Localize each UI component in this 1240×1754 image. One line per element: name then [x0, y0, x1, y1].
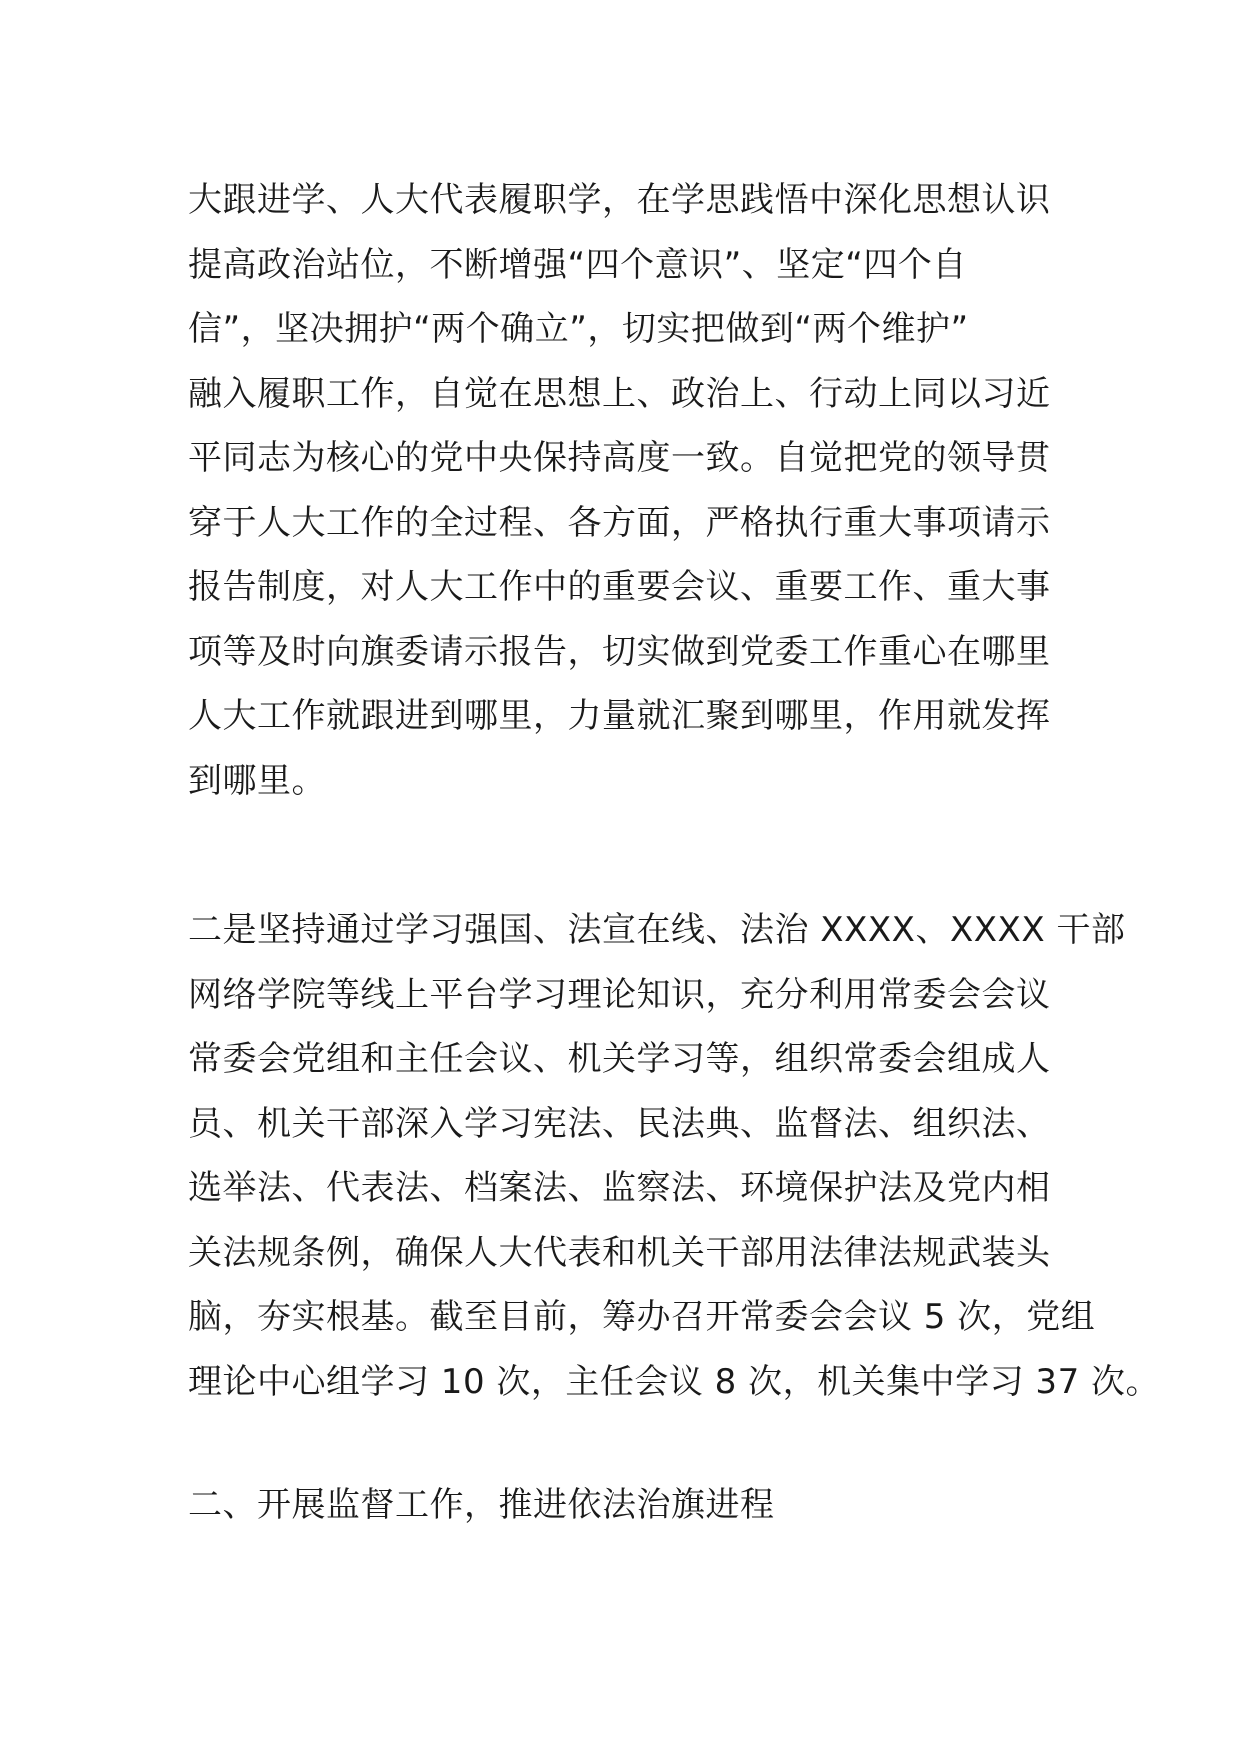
paragraph-line: 平同志为核心的党中央保持高度一致。自觉把党的领导贯 — [188, 438, 1051, 478]
paragraph-line: 脑，夯实根基。截至目前，筹办召开常委会会议 5 次，党组 — [188, 1297, 1096, 1337]
paragraph-line: 人大工作就跟进到哪里，力量就汇聚到哪里，作用就发挥 — [188, 696, 1051, 736]
paragraph-line: 选举法、代表法、档案法、监察法、环境保护法及党内相 — [188, 1168, 1051, 1208]
paragraph-line: 提高政治站位，不断增强“四个意识”、坚定“四个自 — [188, 244, 967, 285]
paragraph-line: 融入履职工作，自觉在思想上、政治上、行动上同以习近 — [188, 373, 1051, 414]
paragraph-line: 报告制度，对人大工作中的重要会议、重要工作、重大事 — [188, 567, 1051, 607]
paragraph-line: 信”，坚决拥护“两个确立”，切实把做到“两个维护” — [188, 309, 969, 349]
paragraph-line: 穿于人大工作的全过程、各方面，严格执行重大事项请示 — [188, 502, 1051, 543]
paragraph-2 — [188, 898, 1160, 1414]
paragraph-line: 大跟进学、人大代表履职学，在学思践悟中深化思想认识 — [188, 180, 1051, 220]
section-heading: 二、开展监督工作，推进依法治旗进程 — [188, 1485, 775, 1525]
paragraph-line: 到哪里。 — [188, 760, 326, 801]
paragraph-line: 员、机关干部深入学习宪法、民法典、监督法、组织法、 — [188, 1103, 1051, 1144]
paragraph-line: 关法规条例，确保人大代表和机关干部用法律法规武装头 — [188, 1232, 1051, 1273]
paragraph-line: 网络学院等线上平台学习理论知识，充分利用常委会会议 — [188, 974, 1051, 1015]
paragraph-line: 项等及时向旗委请示报告，切实做到党委工作重心在哪里 — [188, 631, 1051, 672]
paragraph-line: 常委会党组和主任会议、机关学习等，组织常委会组成人 — [188, 1039, 1051, 1079]
paragraph-1 — [188, 168, 1051, 813]
paragraph-line: 二是坚持通过学习强国、法宣在线、法治 XXXX、XXXX 干部 — [188, 910, 1126, 950]
paragraph-line: 理论中心组学习 10 次，主任会议 8 次，机关集中学习 37 次。 — [188, 1361, 1161, 1402]
